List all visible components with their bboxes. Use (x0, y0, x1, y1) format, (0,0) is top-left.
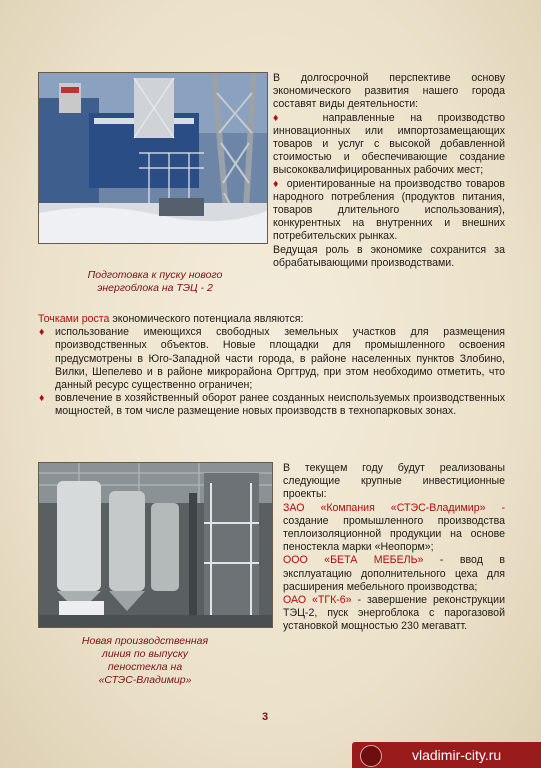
text-block-projects (283, 462, 505, 634)
growth-points-lead: экономического потенциала являются: (112, 313, 304, 325)
city-crest-icon (360, 745, 382, 767)
block1-item-1: направленные на производство инновационных или импортозамещающих товаров и услуг с высокой добавленной стоимостью и обеспечивающие создание высококвалифицированных рабочих мест; (273, 111, 506, 177)
growth-item-2: вовлечение в хозяйственный оборот ранее созданных неиспользуемых производственных мощностей, в том числе размещение новых производств в технопарковых зонах. (55, 392, 505, 418)
bullet-marker: ♦ (273, 111, 292, 124)
caption-2-line-1: Новая производственная (81, 635, 209, 647)
growth-points-highlight: Точками роста (38, 313, 110, 325)
page-number: 3 (262, 711, 269, 723)
bullet-marker: ♦ (273, 177, 280, 190)
block1-item-2: ориентированные на производство товаров народного потребления (продуктов питания, товаров длительного использования), конкурентных на внутренних и внешних потребительских рынках. (273, 177, 506, 243)
project-3-text: - завершение реконструкции ТЭЦ-2, пуск энергоблока с парогазовой установкой мощностью 230 мегаватт. (283, 594, 505, 633)
project-3-company: ОАО «ТГК-6» (283, 594, 352, 607)
caption-1-line-2: энергоблока на ТЭЦ - 2 (97, 282, 213, 294)
growth-item-1: использование имеющихся свободных земельных участков для размещения производственных объектов. Новые площадки для промышленного освоения предусмотрены в Юго-Западной части города, в районе населенных пунктов Злобино, Вилки, Шепелево и в районе микрорайона Оргтруд, при этом необходимо отметить, что данный ресурс существенно ограничен; (55, 326, 505, 392)
photo-production-line (38, 462, 273, 628)
caption-1-line-1: Подготовка к пуску нового (87, 269, 223, 281)
project-2-text: - ввод в эксплуатацию дополнительного цеха для расширения мебельного производства; (283, 554, 505, 593)
project-2-company: ООО «БЕТА МЕБЕЛЬ» (283, 554, 424, 567)
photo-caption-1 (60, 269, 250, 295)
photo-caption-2 (50, 635, 240, 687)
text-block-perspective (273, 72, 505, 270)
project-1-text: создание промышленного производства теплоизоляционной продукции на основе пеностекла марки «Неопорм»; (283, 514, 505, 554)
footer-site-link[interactable]: vladimir-city.ru (412, 747, 502, 763)
intro-paragraph: В долгосрочной перспективе основу экономического развития нашего города составят виды деятельности: (273, 72, 505, 111)
projects-intro: В текущем году будут реализованы следующие крупные инвестиционные проекты: (283, 462, 505, 501)
project-1-company: ЗАО «Компания «СТЭС-Владимир» - (283, 501, 505, 514)
growth-points-section (38, 313, 505, 419)
caption-2-line-4: «СТЭС-Владимир» (98, 674, 192, 686)
photo-power-plant (38, 72, 268, 244)
caption-2-line-3: пеностекла на (107, 661, 183, 673)
bullet-marker: ♦ (39, 392, 45, 405)
bullet-marker: ♦ (39, 326, 45, 339)
caption-2-line-2: линия по выпуску (101, 648, 189, 660)
block1-outro: Ведущая роль в экономике сохранится за обрабатывающими производствами. (273, 243, 505, 269)
footer-banner (352, 742, 541, 768)
growth-item (38, 326, 505, 392)
growth-item (38, 392, 505, 418)
